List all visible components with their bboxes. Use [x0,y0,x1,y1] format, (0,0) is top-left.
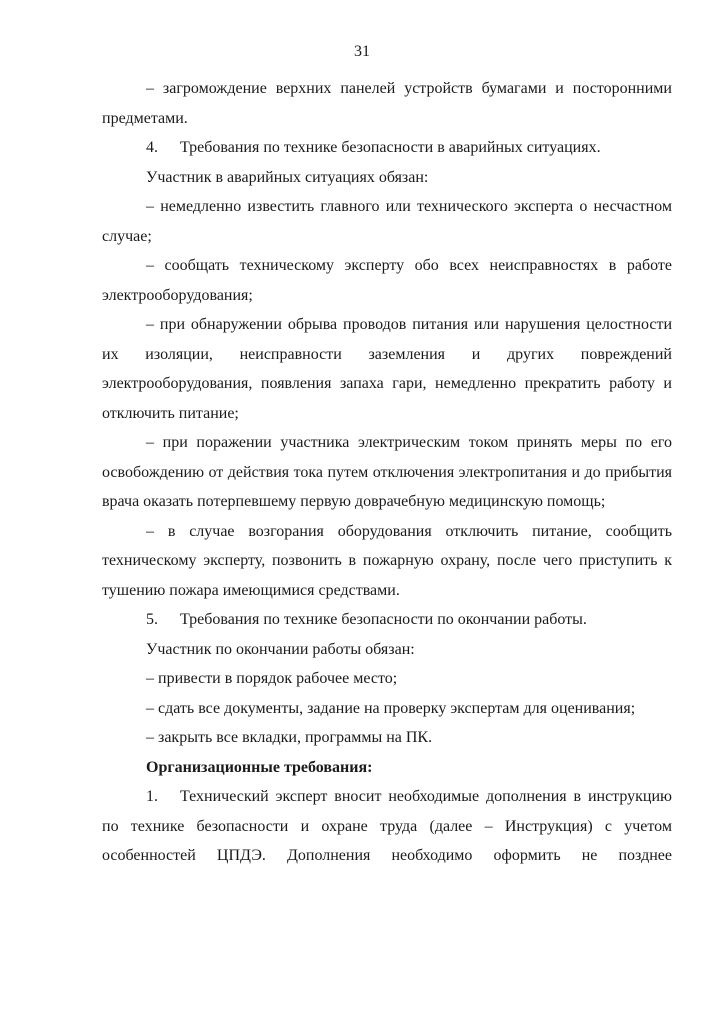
organizational-item-1-number: 1. [146,788,158,805]
organizational-item-1 [102,782,672,871]
paragraph-clutter-item: – загромождение верхних панелей устройств бумагами и посторонними предметами. [102,80,672,127]
paragraph-fire: – в случае возгорания оборудования отключить питание, сообщить техническому эксперту, позвонить в пожарную охрану, после чего приступить к тушению пожара имеющимися средствами. [102,522,672,599]
paragraph-emergency-intro: Участник в аварийных ситуациях обязан: [146,168,429,186]
section-4-heading [102,133,672,163]
paragraph-report-faults: – сообщать техническому эксперту обо всех неисправностях в работе электрооборудования; [102,257,672,304]
paragraph-close-programs: – закрыть все вкладки, программы на ПК. [146,729,433,746]
paragraph-electric-shock: – при поражении участника электрическим током принять меры по его освобождению от действия тока путем отключения электропитания и до прибытия врача оказать потерпевшему первую доврачебную медицинскую помощь; [102,434,672,510]
page-number: 31 [354,43,370,60]
section-5-title: Требования по технике безопасности по окончании работы. [180,611,587,628]
paragraph-notify-expert: – немедленно известить главного или технического эксперта о несчастном случае; [102,198,672,245]
document-body [102,74,672,871]
section-4-title: Требования по технике безопасности в аварийных ситуациях. [180,139,601,156]
paragraph-tidy-workplace: – привести в порядок рабочее место; [146,670,398,687]
section-4-number: 4. [146,139,158,156]
section-5-number: 5. [146,611,158,628]
section-5-heading [102,605,672,635]
organizational-requirements-heading: Организационные требования: [146,758,373,776]
paragraph-end-intro: Участник по окончании работы обязан: [146,640,415,658]
paragraph-wire-break: – при обнаружении обрыва проводов питания или нарушения целостности их изоляции, неисправности заземления и других повреждений электрооборудования, появления запаха гари, немедленно прекратить работу и отключить питание; [102,316,672,422]
organizational-item-1-text: Технический эксперт вносит необходимые дополнения в инструкцию по технике безопасности и охране труда (далее – Инструкция) с учетом особенностей ЦПДЭ. Дополнения необходимо оформить не позднее [102,788,672,864]
paragraph-submit-documents: – сдать все документы, задание на проверку экспертам для оценивания; [146,699,636,717]
